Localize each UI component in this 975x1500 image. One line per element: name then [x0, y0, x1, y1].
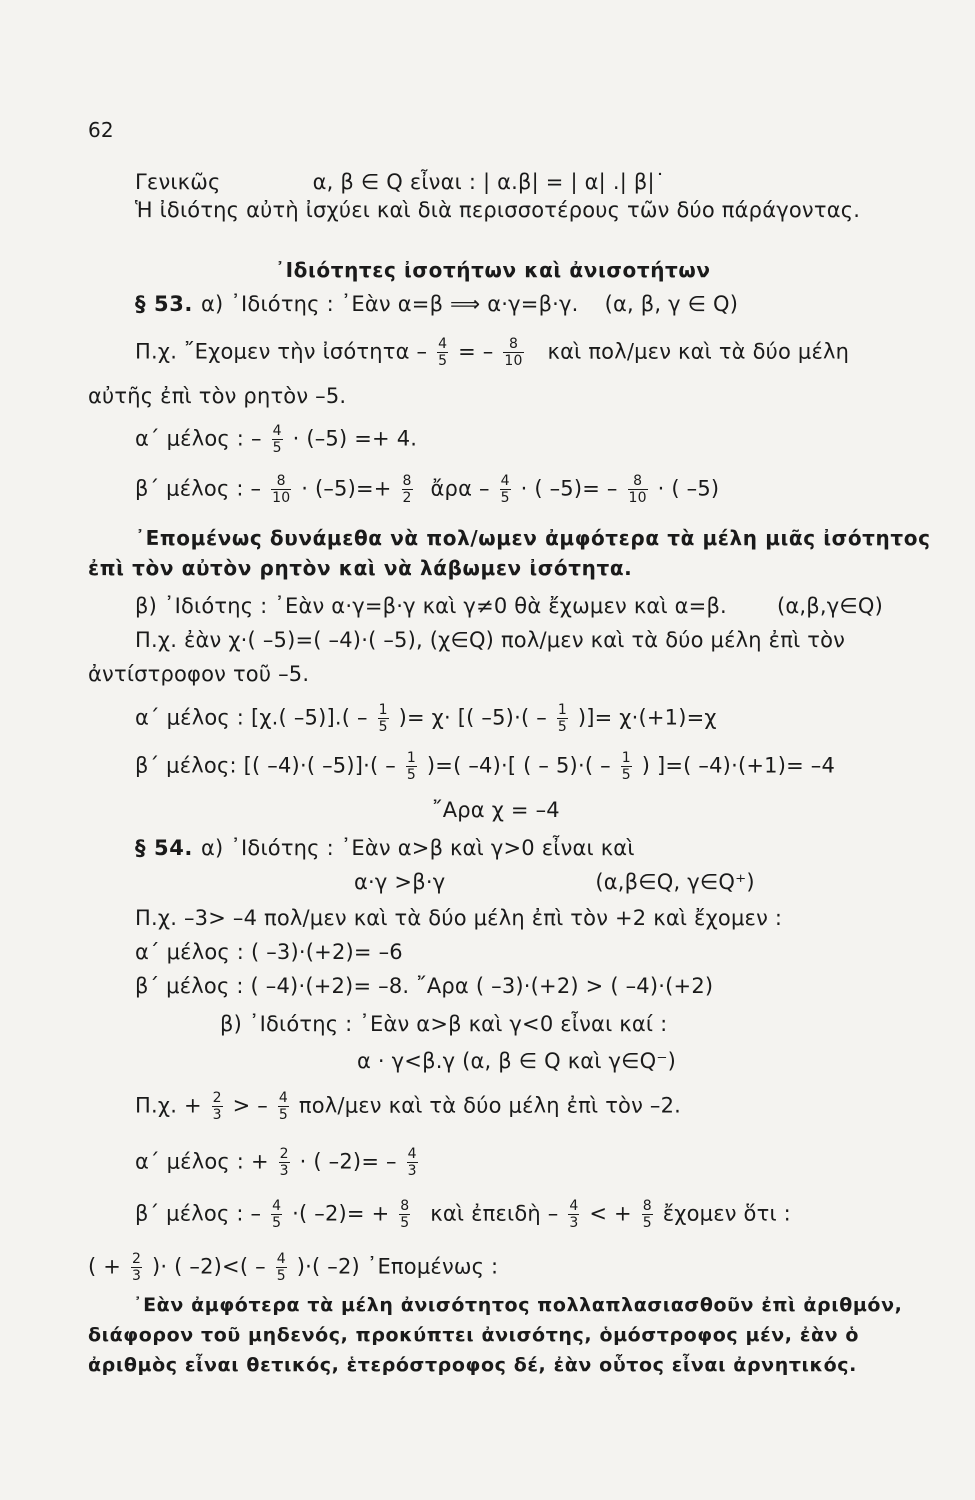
- denominator: 5: [621, 767, 631, 783]
- text: α) ᾿Ιδιότης : ᾿Εὰν α=β ⟹ α·γ=β·γ.: [201, 292, 579, 316]
- denominator: 3: [212, 1107, 222, 1123]
- numerator: 8: [503, 336, 523, 353]
- denominator: 5: [438, 353, 448, 369]
- numerator: 4: [438, 336, 448, 352]
- fraction: [407, 1146, 418, 1179]
- line-property-b-2-cond: α · γ<β.γ (α, β ∈ Q καὶ γ∈Q⁻): [357, 1049, 677, 1073]
- line-property-note: Ἡ ἰδιότης αὐτὴ ἰσχύει καὶ διὰ περισσοτέρους τῶν δύο πάράγοντας.: [135, 198, 861, 222]
- line-general: [135, 168, 665, 196]
- text: = –: [458, 339, 494, 364]
- text: < +: [589, 1201, 632, 1226]
- text: β΄ μέλος: [( –4)·( –5)]·( –: [135, 753, 396, 778]
- fraction: [378, 702, 389, 735]
- line-member-a-2: [135, 702, 717, 735]
- numerator: 8: [402, 473, 412, 489]
- text: )]= χ·(+1)=χ: [577, 705, 717, 730]
- line-member-a: [135, 423, 417, 456]
- denominator: 5: [272, 440, 282, 456]
- fraction: [621, 750, 632, 783]
- fraction: [271, 473, 291, 506]
- numerator: 2: [279, 1146, 289, 1162]
- denominator: 5: [406, 767, 416, 783]
- text: )= χ· [( –5)·( –: [398, 705, 547, 730]
- fraction: [271, 1198, 282, 1231]
- denominator: 3: [131, 1268, 142, 1284]
- text: · ( –2)= –: [299, 1149, 397, 1174]
- line-par54: [135, 834, 635, 862]
- fraction: [557, 702, 568, 735]
- line-property-b-2: β) ᾿Ιδιότης : ᾿Εὰν α>β καὶ γ<0 εἶναι καί :: [220, 1012, 668, 1036]
- numerator: 8: [400, 1198, 410, 1214]
- page-number: 62: [88, 118, 114, 142]
- text: ἔχομεν ὅτι :: [662, 1201, 791, 1226]
- numerator: 2: [131, 1251, 142, 1267]
- text: (α,β,γ∈Q): [776, 594, 883, 618]
- fraction: [131, 1251, 142, 1284]
- text: > –: [232, 1093, 269, 1118]
- text: ·( –2)= +: [292, 1201, 390, 1226]
- text: α΄ μέλος : [χ.( –5)].( –: [135, 705, 368, 730]
- rule-1-line-1: ᾿Επομένως δυνάμεθα νὰ πολ/ωμεν ἀμφότερα τὰ μέλη μιᾶς ἰσότητος: [135, 526, 931, 550]
- rule-2-line-2: διάφορον τοῦ μηδενός, προκύπτει ἀνισότης, ὁμόστροφος μέν, ἐὰν ὁ: [88, 1324, 860, 1346]
- text: ἄρα –: [430, 476, 490, 501]
- denominator: 10: [504, 353, 523, 369]
- text: α΄ μέλος : –: [135, 426, 262, 451]
- numerator: 1: [621, 750, 631, 766]
- line-member-b-2: [135, 750, 835, 783]
- text: β΄ μέλος : –: [135, 476, 262, 501]
- rule-2-line-3: ἀριθμὸς εἶναι θετικός, ἑτερόστροφος δέ, ἐὰν οὗτος εἶναι ἀρνητικός.: [88, 1354, 857, 1376]
- numerator: 4: [276, 1251, 286, 1267]
- fraction: [278, 1090, 289, 1123]
- text: β) ᾿Ιδιότης : ᾿Εὰν α·γ=β·γ καὶ γ≠0 θὰ ἔχωμεν καὶ α=β.: [135, 594, 727, 618]
- denominator: 5: [276, 1268, 286, 1284]
- denominator: 3: [407, 1163, 417, 1179]
- text: καὶ πολ/μεν καὶ τὰ δύο μέλη: [547, 339, 850, 364]
- line-member-a-4: [135, 1146, 421, 1179]
- numerator: 4: [272, 423, 282, 439]
- fraction: [437, 336, 448, 369]
- numerator: 4: [278, 1090, 289, 1106]
- denominator: 5: [500, 490, 510, 506]
- text: β΄ μέλος : –: [135, 1201, 262, 1226]
- line-property-b: [135, 592, 883, 620]
- text: )=( –4)·[ ( – 5)·( –: [426, 753, 611, 778]
- text: · (–5)=+: [301, 476, 392, 501]
- section-number: § 53.: [135, 292, 194, 316]
- fraction: [503, 336, 523, 369]
- numerator: 4: [272, 1198, 282, 1214]
- text: )· ( –2)<( –: [151, 1254, 266, 1279]
- text: πολ/μεν καὶ τὰ δύο μέλη ἐπὶ τὸν –2.: [298, 1093, 682, 1118]
- text: α΄ μέλος : +: [135, 1149, 269, 1174]
- line-member-b-3: β΄ μέλος : ( –4)·(+2)= –8. ῎Αρα ( –3)·(+2) > ( –4)·(+2): [135, 974, 714, 998]
- fraction: [500, 473, 511, 506]
- text: · (–5) =+ 4.: [292, 426, 418, 451]
- numerator: 8: [271, 473, 291, 490]
- denominator: 5: [400, 1215, 410, 1231]
- denominator: 5: [278, 1107, 289, 1123]
- text: Π.χ. ῎Εχομεν τὴν ἰσότητα –: [135, 339, 428, 364]
- line-result: ῎Αρα χ = –4: [432, 798, 560, 822]
- line-member-a-3: α΄ μέλος : ( –3)·(+2)= –6: [135, 940, 403, 964]
- fraction: [399, 1198, 410, 1231]
- numerator: 4: [500, 473, 510, 489]
- denominator: 3: [569, 1215, 579, 1231]
- fraction: [628, 473, 648, 506]
- fraction: [402, 473, 413, 506]
- numerator: 4: [569, 1198, 579, 1214]
- line-member-b-4: [135, 1198, 791, 1231]
- line-conclusion: [88, 1251, 498, 1284]
- rule-1-line-2: ἐπὶ τὸν αὐτὸν ρητὸν καὶ νὰ λάβωμεν ἰσότητα.: [88, 556, 633, 580]
- denominator: 10: [272, 490, 291, 506]
- text: α·γ >β·γ: [354, 870, 446, 894]
- fraction: [642, 1198, 653, 1231]
- numerator: 2: [212, 1090, 222, 1106]
- denominator: 10: [628, 490, 647, 506]
- text: (α,β∈Q, γ∈Q⁺): [595, 870, 755, 894]
- text: α) ᾿Ιδιότης : ᾿Εὰν α>β καὶ γ>0 εἶναι καὶ: [201, 836, 635, 860]
- line-par54-b: [354, 868, 755, 896]
- text: ) ]=( –4)·(+1)= –4: [641, 753, 836, 778]
- line-example-3: Π.χ. –3> –4 πολ/μεν καὶ τὰ δύο μέλη ἐπὶ τὸν +2 καὶ ἔχομεν :: [135, 906, 783, 930]
- text: ( +: [88, 1254, 122, 1279]
- line-member-b: [135, 473, 719, 506]
- denominator: 5: [642, 1215, 652, 1231]
- numerator: 1: [557, 702, 567, 718]
- fraction: [276, 1251, 287, 1284]
- denominator: 5: [557, 719, 567, 735]
- line-example-1: [135, 336, 849, 369]
- fraction: [568, 1198, 579, 1231]
- text: Γενικῶς: [135, 170, 221, 194]
- line-example-1b: αὐτῆς ἐπὶ τὸν ρητὸν –5.: [88, 384, 347, 408]
- line-example-2: Π.χ. ἐὰν χ·( –5)=( –4)·( –5), (χ∈Q) πολ/μεν καὶ τὰ δύο μέλη ἐπὶ τὸν: [135, 628, 846, 652]
- denominator: 3: [279, 1163, 289, 1179]
- line-example-4: [135, 1090, 681, 1123]
- line-par53: [135, 290, 738, 318]
- numerator: 1: [378, 702, 388, 718]
- fraction: [212, 1090, 223, 1123]
- fraction: [272, 423, 283, 456]
- text: καὶ ἐπειδὴ –: [430, 1201, 559, 1226]
- denominator: 5: [272, 1215, 282, 1231]
- fraction: [279, 1146, 290, 1179]
- text: · ( –5)= –: [520, 476, 618, 501]
- fraction: [406, 750, 417, 783]
- denominator: 2: [402, 490, 412, 506]
- numerator: 8: [642, 1198, 652, 1214]
- line-example-2b: ἀντίστροφον τοῦ –5.: [88, 662, 310, 686]
- numerator: 1: [406, 750, 416, 766]
- section-heading: ᾿Ιδιότητες ἰσοτήτων καὶ ἀνισοτήτων: [275, 258, 711, 282]
- denominator: 5: [378, 719, 388, 735]
- text: α, β ∈ Q εἶναι : | α.β| = | α| .| β|˙: [312, 170, 666, 194]
- numerator: 4: [407, 1146, 417, 1162]
- text: )·( –2) ᾿Επομένως :: [296, 1254, 499, 1279]
- text: · ( –5): [657, 476, 720, 501]
- numerator: 8: [628, 473, 648, 490]
- section-number: § 54.: [135, 836, 194, 860]
- text: (α, β, γ ∈ Q): [604, 292, 739, 316]
- text: Π.χ. +: [135, 1093, 202, 1118]
- rule-2-line-1: ᾿Εὰν ἀμφότερα τὰ μέλη ἀνισότητος πολλαπλασιασθοῦν ἐπὶ ἀριθμόν,: [133, 1294, 903, 1316]
